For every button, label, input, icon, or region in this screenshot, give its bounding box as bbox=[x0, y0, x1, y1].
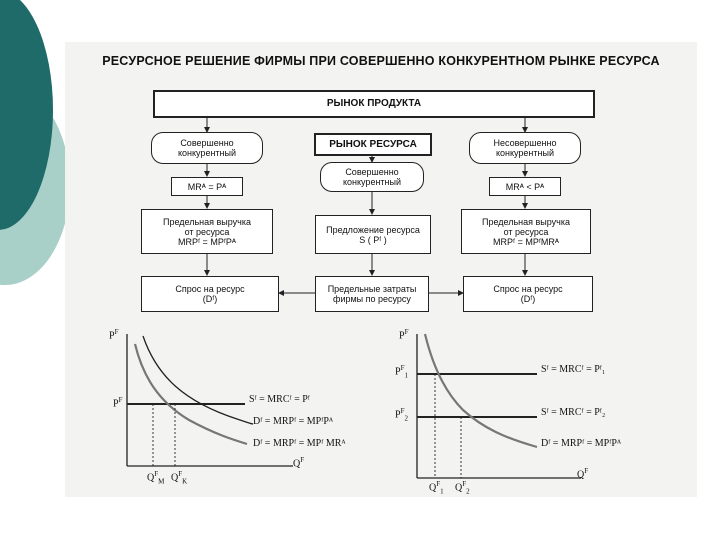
right-p1-label: $P^F_1$ bbox=[395, 364, 408, 380]
right-market-type-box: Несовершенно конкурентный bbox=[469, 132, 581, 164]
center-market-type-box: Совершенно конкурентный bbox=[320, 162, 424, 192]
right-condition-box: MRᴬ < Pᴬ bbox=[489, 177, 561, 196]
left-market-type-box: Совершенно конкурентный bbox=[151, 132, 263, 164]
right-demand-curve bbox=[425, 334, 537, 447]
right-x-axis-label: $Q^F$ bbox=[577, 467, 589, 481]
right-revenue-box: Предельная выручка от ресурса MRPᶠ = MPᶠMRᴬ bbox=[461, 209, 591, 254]
right-q1-label: $Q^F_1$ bbox=[429, 480, 444, 496]
left-revenue-box: Предельная выручка от ресурса MRPᶠ = MPᶠPᴬ bbox=[141, 209, 273, 254]
right-supply-2-label: Sᶠ = MRCᶠ = Pᶠ₂ bbox=[541, 407, 606, 418]
center-supply-box: Предложение ресурса S ( Pᶠ ) bbox=[315, 215, 431, 254]
left-y-axis-label: $P^F$ bbox=[109, 328, 119, 342]
left-q2-label: $Q^F_K$ bbox=[171, 470, 188, 486]
left-demand-1-label: Dᶠ = MRPᶠ = MPᶠPᴬ bbox=[253, 416, 334, 427]
product-market-box: РЫНОК ПРОДУКТА bbox=[153, 90, 595, 118]
right-q2-label: $Q^F_2$ bbox=[455, 480, 470, 496]
left-demand-box: Спрос на ресурс (Dᶠ) bbox=[141, 276, 279, 312]
left-supply-label: Sᶠ = MRCᶠ = Pᶠ bbox=[249, 394, 310, 405]
left-x-axis-label: $Q^F$ bbox=[293, 456, 305, 470]
left-q1-label: $Q^F_M$ bbox=[147, 470, 165, 486]
diagram-title: РЕСУРСНОЕ РЕШЕНИЕ ФИРМЫ ПРИ СОВЕРШЕННО КОНКУРЕНТНОМ РЫНКЕ РЕСУРСА bbox=[102, 54, 660, 68]
left-demand-2-label: Dᶠ = MRPᶠ = MPᶠ MRᴬ bbox=[253, 438, 346, 449]
right-graph bbox=[65, 42, 697, 497]
scanned-diagram bbox=[65, 42, 697, 497]
left-condition-box: MRᴬ = Pᴬ bbox=[171, 177, 243, 196]
right-supply-1-label: Sᶠ = MRCᶠ = Pᶠ₁ bbox=[541, 364, 606, 375]
center-cost-box: Предельные затраты фирмы по ресурсу bbox=[315, 276, 429, 312]
resource-market-box: РЫНОК РЕСУРСА bbox=[314, 133, 432, 156]
left-price-label: $P^F$ bbox=[113, 396, 123, 410]
right-y-axis-label: $P^F$ bbox=[399, 328, 409, 342]
right-demand-box: Спрос на ресурс (Dᶠ) bbox=[463, 276, 593, 312]
right-demand-label: Dᶠ = MRPᶠ = MPᶠPᴬ bbox=[541, 438, 622, 449]
right-p2-label: $P^F_2$ bbox=[395, 407, 408, 423]
